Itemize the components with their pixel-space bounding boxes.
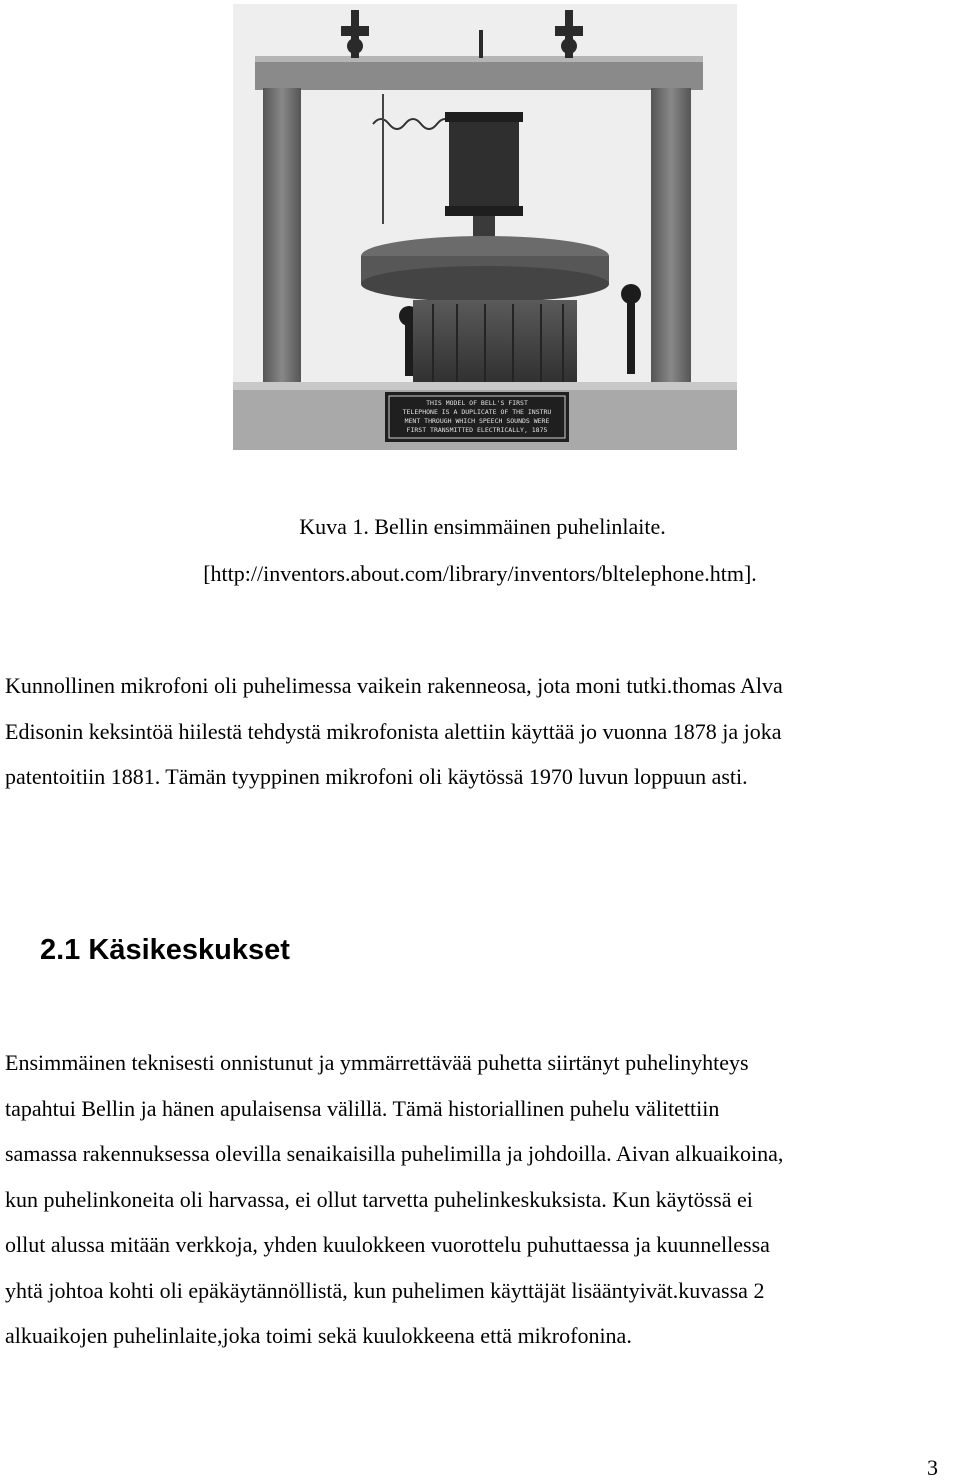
page-number: 3 bbox=[927, 1455, 938, 1480]
plaque-line-2: TELEPHONE IS A DUPLICATE OF THE INSTRU bbox=[402, 408, 552, 416]
paragraph-line: Edisonin keksintöä hiilestä tehdystä mikrofonista alettiin käyttää jo vuonna 1878 ja joka bbox=[5, 718, 782, 744]
figure-caption-title: Kuva 1. Bellin ensimmäinen puhelinlaite. bbox=[299, 514, 666, 539]
plaque-line-3: MENT THROUGH WHICH SPEECH SOUNDS WERE bbox=[404, 417, 550, 425]
paragraph-microphone bbox=[5, 663, 955, 800]
paragraph-line: kun puhelinkoneita oli harvassa, ei ollut tarvetta puhelinkeskuksista. Kun käytössä ei bbox=[5, 1186, 753, 1212]
figure-caption-url: [http://inventors.about.com/library/inventors/bltelephone.htm]. bbox=[203, 561, 757, 586]
plaque-line-4: FIRST TRANSMITTED ELECTRICALLY, 1875 bbox=[406, 426, 548, 434]
plaque-line-1: THIS MODEL OF BELL'S FIRST bbox=[426, 399, 528, 407]
paragraph-line: Kunnollinen mikrofoni oli puhelimessa vaikein rakenneosa, jota moni tutki.thomas Alva bbox=[5, 673, 783, 698]
paragraph-line: tapahtui Bellin ja hänen apulaisensa välillä. Tämä historiallinen puhelu välitettiin bbox=[5, 1095, 720, 1121]
paragraph-line: yhtä johtoa kohti oli epäkäytännöllistä, kun puhelimen käyttäjät lisääntyivät.kuvassa 2 bbox=[5, 1277, 765, 1303]
paragraph-line: samassa rakennuksessa olevilla senaikaisilla puhelimilla ja johdoilla. Aivan alkuaikoina, bbox=[5, 1141, 784, 1166]
paragraph-line: patentoitiin 1881. Tämän tyyppinen mikrofoni oli käytössä 1970 luvun loppuun asti. bbox=[5, 764, 748, 789]
bell-telephone-photo bbox=[233, 4, 737, 450]
section-heading: 2.1 Käsikeskukset bbox=[40, 934, 290, 966]
paragraph-switchboards bbox=[5, 1040, 955, 1359]
paragraph-line: Ensimmäinen teknisesti onnistunut ja ymmärrettävää puhetta siirtänyt puhelinyhteys bbox=[5, 1050, 749, 1075]
paragraph-line: ollut alussa mitään verkkoja, yhden kuulokkeen vuorottelu puhuttaessa ja kuunnellessa bbox=[5, 1232, 770, 1257]
paragraph-line: alkuaikojen puhelinlaite,joka toimi sekä kuulokkeena että mikrofonina. bbox=[5, 1323, 632, 1348]
